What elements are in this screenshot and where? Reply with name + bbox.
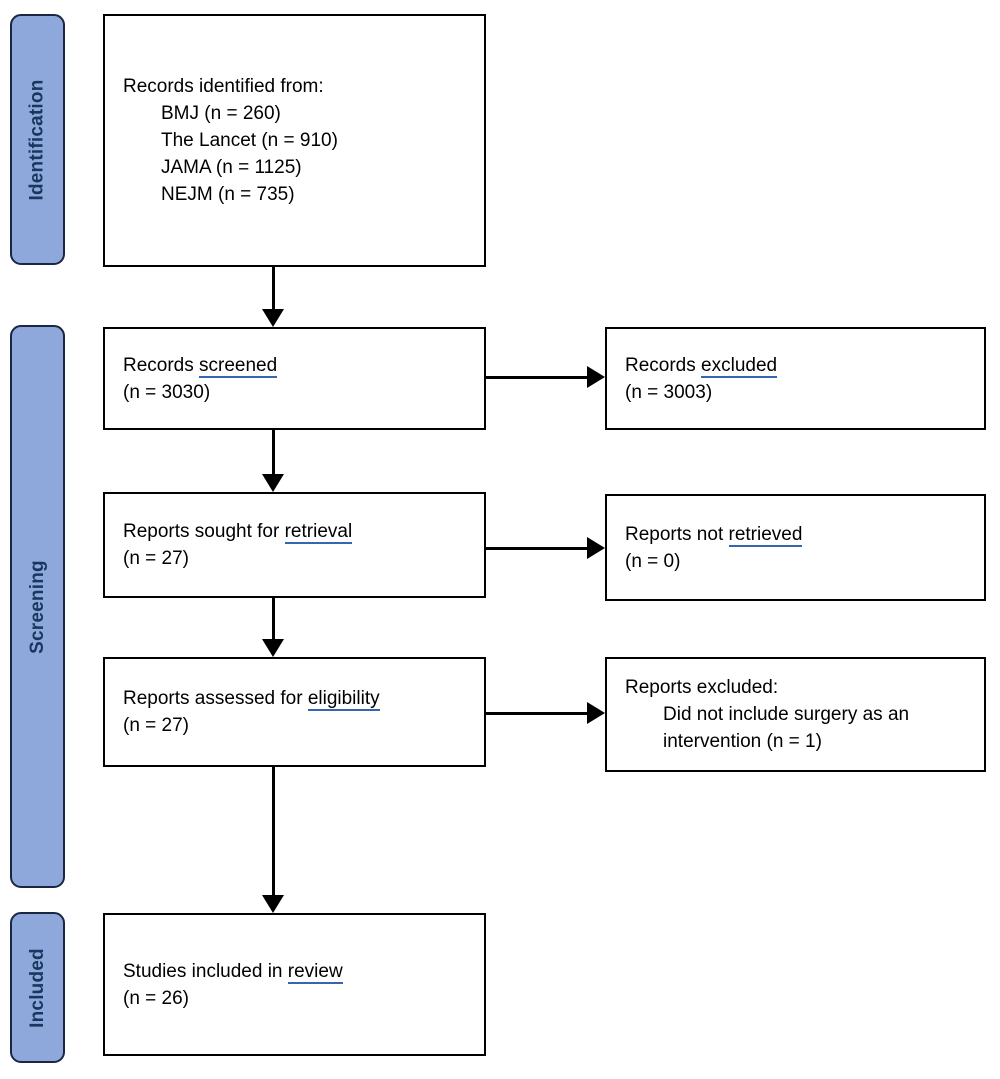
source-bmj: BMJ (n = 260) bbox=[161, 103, 281, 124]
source-lancet: The Lancet (n = 910) bbox=[161, 130, 338, 151]
source-jama: JAMA (n = 1125) bbox=[161, 157, 302, 178]
arrow-right-head bbox=[587, 537, 605, 559]
reports-not-retrieved-count: (n = 0) bbox=[625, 550, 681, 572]
arrow-right-head bbox=[587, 702, 605, 724]
reports-assessed-text: Reports assessed for bbox=[123, 688, 308, 709]
stage-label-screening-text: Screening bbox=[26, 559, 48, 654]
reports-not-retrieved-line bbox=[625, 521, 974, 548]
records-identified-title: Records identified from: bbox=[123, 76, 324, 97]
reports-not-retrieved-text: Reports not bbox=[625, 523, 729, 545]
stage-label-identification bbox=[10, 14, 65, 265]
source-nejm: NEJM (n = 735) bbox=[161, 184, 295, 205]
eligibility-link[interactable]: eligibility bbox=[307, 688, 380, 709]
box-studies-included bbox=[103, 913, 486, 1056]
records-screened-text: Records bbox=[123, 354, 200, 376]
reports-excluded-reason: Did not include surgery as an intervention (n = 1) bbox=[663, 704, 910, 752]
arrow-sought-to-not-retrieved bbox=[486, 536, 605, 560]
arrow-right-head bbox=[587, 366, 605, 388]
retrieved-link[interactable]: retrieved bbox=[728, 523, 803, 545]
arrow-shaft bbox=[486, 376, 589, 379]
studies-included-line bbox=[123, 958, 474, 985]
reports-excluded-title: Reports excluded: bbox=[625, 677, 779, 698]
box-reports-excluded bbox=[605, 657, 986, 772]
arrow-identified-to-screened bbox=[261, 267, 285, 327]
retrieval-link[interactable]: retrieval bbox=[284, 521, 353, 542]
records-screened-count: (n = 3030) bbox=[123, 381, 211, 403]
records-excluded-count: (n = 3003) bbox=[625, 381, 713, 403]
arrow-shaft bbox=[486, 547, 589, 550]
arrow-down-head bbox=[262, 895, 284, 913]
records-excluded-line bbox=[625, 352, 974, 379]
arrow-assessed-to-reports-excluded bbox=[486, 701, 605, 725]
arrow-screened-to-excluded bbox=[486, 365, 605, 389]
arrow-shaft bbox=[272, 767, 275, 897]
box-records-identified bbox=[103, 14, 486, 267]
box-reports-sought bbox=[103, 492, 486, 598]
stage-label-included bbox=[10, 912, 65, 1063]
arrow-shaft bbox=[486, 712, 589, 715]
box-reports-assessed bbox=[103, 657, 486, 767]
records-screened-line bbox=[123, 352, 474, 379]
arrow-shaft bbox=[272, 430, 275, 476]
excluded-link[interactable]: excluded bbox=[701, 354, 778, 376]
arrow-down-head bbox=[262, 474, 284, 492]
box-records-excluded bbox=[605, 327, 986, 430]
arrow-shaft bbox=[272, 267, 275, 311]
reports-assessed-line bbox=[123, 685, 474, 712]
arrow-assessed-to-included bbox=[261, 767, 285, 913]
reports-sought-count: (n = 27) bbox=[123, 548, 190, 569]
arrow-shaft bbox=[272, 598, 275, 641]
box-records-screened bbox=[103, 327, 486, 430]
screened-link[interactable]: screened bbox=[199, 354, 278, 376]
stage-label-identification-text: Identification bbox=[26, 78, 48, 201]
stage-label-included-text: Included bbox=[26, 947, 48, 1028]
studies-included-text: Studies included in bbox=[123, 960, 288, 982]
arrow-down-head bbox=[262, 639, 284, 657]
box-reports-not-retrieved bbox=[605, 494, 986, 601]
studies-included-count: (n = 26) bbox=[123, 987, 190, 1009]
arrow-screened-to-sought bbox=[261, 430, 285, 492]
reports-sought-text: Reports sought for bbox=[123, 521, 285, 542]
records-excluded-text: Records bbox=[625, 354, 702, 376]
review-link[interactable]: review bbox=[287, 960, 343, 982]
reports-assessed-count: (n = 27) bbox=[123, 715, 190, 736]
arrow-sought-to-assessed bbox=[261, 598, 285, 657]
arrow-down-head bbox=[262, 309, 284, 327]
reports-sought-line bbox=[123, 518, 474, 545]
stage-label-screening bbox=[10, 325, 65, 888]
